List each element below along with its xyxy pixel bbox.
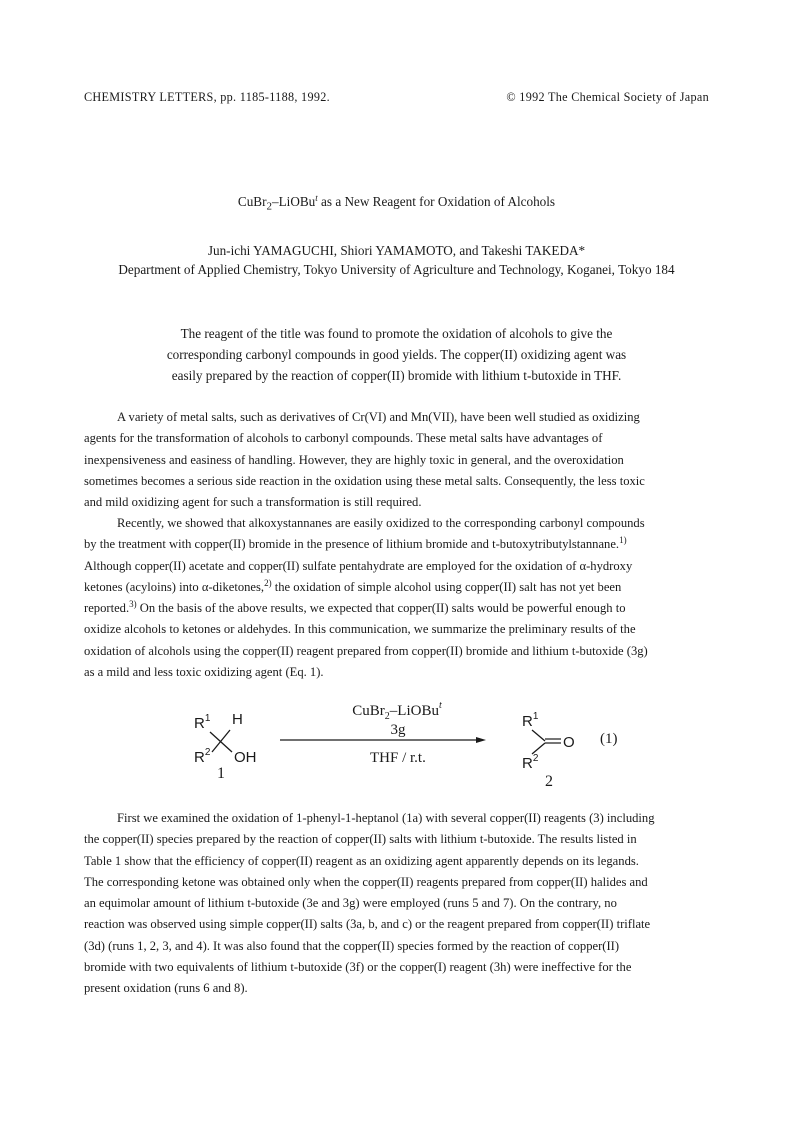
paragraph-intro bbox=[84, 407, 712, 513]
bond-line bbox=[532, 743, 545, 754]
reference-2: 2) bbox=[264, 577, 272, 588]
text-line: an equimolar amount of lithium t-butoxide (3e and 3g) were employed (runs 5 and 7). On the contrary, no bbox=[84, 896, 617, 911]
bond-line bbox=[532, 730, 545, 741]
paper-title: CuBr$_2$–LiOBu$^t$ as a New Reagent for Oxidation of Alcohols bbox=[237, 193, 556, 213]
reaction-scheme-drawing bbox=[180, 690, 640, 795]
reaction-scheme bbox=[180, 690, 640, 795]
product-r1: $R^1$ bbox=[522, 711, 539, 730]
text-line: Although copper(II) acetate and copper(II) sulfate pentahydrate are employed for the oxidation of α-hydroxy bbox=[84, 558, 633, 573]
text-line: (3d) (runs 1, 2, 3, and 4). It was also found that the copper(II) species formed by the reaction of copper(II) bbox=[84, 938, 620, 953]
text-line: by the treatment with copper(II) bromide in the presence of lithium bromide and t-butoxytributylstannane.$^{1)}$ bbox=[84, 535, 627, 552]
text-line: oxidize alcohols to ketones or aldehydes. In this communication, we summarize the preliminary results of the bbox=[84, 622, 636, 637]
product-r2: $R^2$ bbox=[522, 753, 539, 772]
reactant-number: 1 bbox=[217, 765, 225, 782]
bond-line bbox=[212, 730, 230, 752]
text-line: sometimes becomes a serious side reaction in the oxidation using these metal salts. Consequently, the less toxic bbox=[84, 473, 645, 488]
text-line: inexpensiveness and easiness of handling. However, they are highly toxic in general, and the overoxidation bbox=[84, 452, 624, 467]
abstract bbox=[0, 323, 793, 386]
text-line: present oxidation (runs 6 and 8). bbox=[84, 981, 248, 996]
reactant-oh: OH bbox=[234, 749, 257, 766]
text-line: Recently, we showed that alkoxystannanes are easily oxidized to the corresponding carbonyl compounds bbox=[117, 516, 645, 530]
reaction-conditions: THF / r.t. bbox=[370, 750, 426, 766]
abstract-line: The reagent of the title was found to promote the oxidation of alcohols to give the bbox=[180, 326, 613, 341]
copyright-notice: © 1992 The Chemical Society of Japan bbox=[506, 90, 709, 104]
product-oxygen: O bbox=[563, 734, 575, 751]
text-line: and mild oxidizing agent for such a transformation is still required. bbox=[84, 495, 422, 510]
text-line: The corresponding ketone was obtained only when the copper(II) reagents prepared from copper(II) halides and bbox=[84, 874, 648, 889]
text-line: the copper(II) species prepared by the reaction of copper(II) salts with lithium t-butoxide. The results listed in bbox=[84, 832, 637, 847]
abstract-line: corresponding carbonyl compounds in good yields. The copper(II) oxidizing agent was bbox=[166, 347, 627, 362]
text-line: bromide with two equivalents of lithium t-butoxide (3f) or the copper(I) reagent (3h) were ineffective for the bbox=[84, 960, 632, 975]
text-line: agents for the transformation of alcohols to carbonyl compounds. These metal salts have advantages of bbox=[84, 431, 603, 446]
reactant-r1: $R^1$ bbox=[194, 713, 211, 732]
affiliation: Department of Applied Chemistry, Tokyo University of Agriculture and Technology, Koganei, Tokyo 184 bbox=[118, 262, 675, 277]
text-line: oxidation of alcohols using the copper(II) reagent prepared from copper(II) bromide and lithium t-butoxide (3g) bbox=[84, 643, 648, 658]
reference-3: 3) bbox=[129, 599, 137, 610]
reagent-formula: CuBr$_2$–LiOBu$^t$ bbox=[352, 700, 442, 722]
text-line: Table 1 show that the efficiency of copper(II) reagent as an oxidizing agent apparently depends on its legands. bbox=[84, 853, 639, 868]
paragraph-results bbox=[84, 808, 712, 1000]
text-line: as a mild and less toxic oxidizing agent (Eq. 1). bbox=[84, 665, 324, 680]
reagent-code: 3g bbox=[390, 722, 406, 738]
text-line: ketones (acyloins) into α-diketones,$^{2)}$ the oxidation of simple alcohol using copper(II) salt has not yet been bbox=[84, 577, 622, 594]
abstract-line: easily prepared by the reaction of copper(II) bromide with lithium t-butoxide in THF. bbox=[171, 368, 622, 383]
text-line: reaction was observed using simple copper(II) salts (3a, b, and c) or the reagent prepared from copper(II) triflate bbox=[84, 917, 651, 932]
product-number: 2 bbox=[545, 773, 553, 790]
text-line: First we examined the oxidation of 1-phenyl-1-heptanol (1a) with several copper(II) reagents (3) including bbox=[117, 811, 655, 825]
journal-citation: CHEMISTRY LETTERS, pp. 1185-1188, 1992. bbox=[84, 90, 330, 104]
equation-label: (1) bbox=[600, 731, 618, 747]
reactant-h: H bbox=[232, 711, 243, 728]
arrow-head bbox=[476, 737, 486, 743]
author-list: Jun-ichi YAMAGUCHI, Shiori YAMAMOTO, and Takeshi TAKEDA* bbox=[207, 243, 586, 258]
text-line: A variety of metal salts, such as derivatives of Cr(VI) and Mn(VII), have been well studied as oxidizing bbox=[117, 410, 640, 424]
paragraph-background bbox=[84, 513, 712, 683]
reference-1: 1) bbox=[619, 535, 627, 546]
reactant-r2: $R^2$ bbox=[194, 747, 211, 766]
text-line: reported.$^{3)}$ On the basis of the above results, we expected that copper(II) salts would be powerful enough to bbox=[84, 599, 626, 616]
